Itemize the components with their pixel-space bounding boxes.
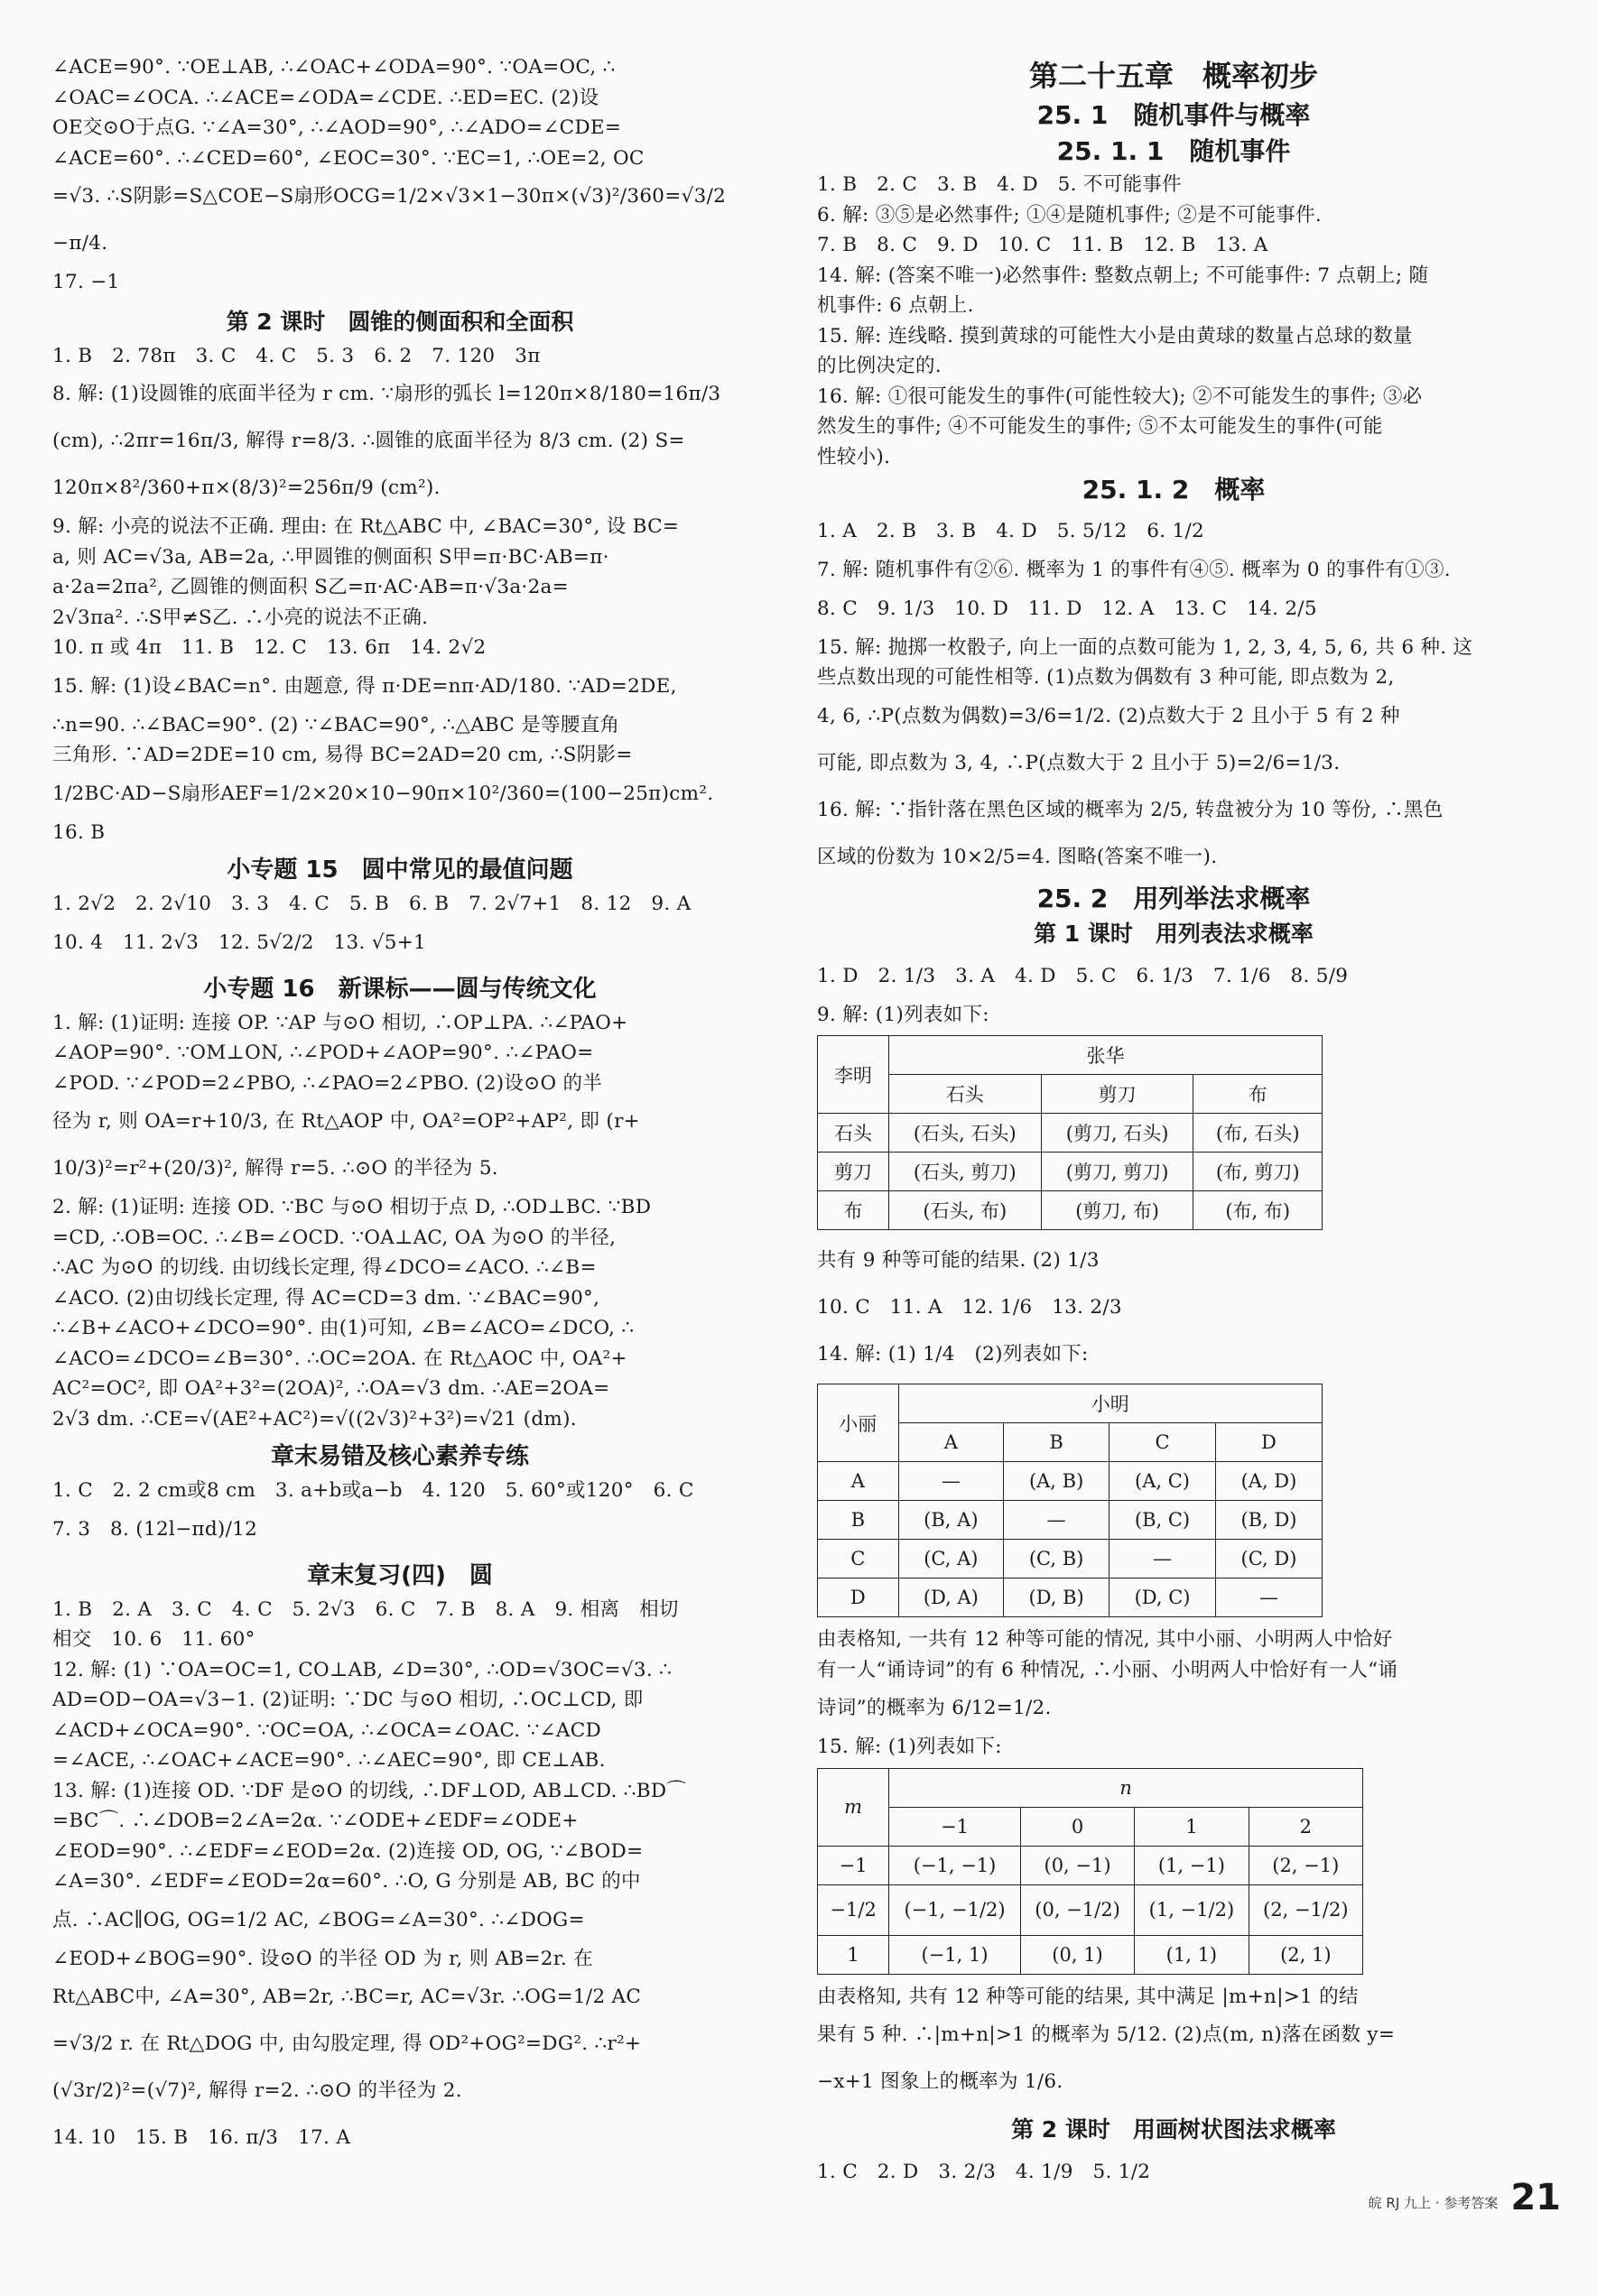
- table-cell: —: [1215, 1578, 1322, 1617]
- text-line: 10. C 11. A 12. 1/6 13. 2/3: [817, 1296, 1122, 1319]
- table-cell: (剪刀, 石头): [1041, 1114, 1193, 1153]
- text-line: 2√3 dm. ∴CE=√(AE²+AC²)=√((2√3)²+3²)=√21 (dm).: [52, 1407, 577, 1430]
- text-line: ∴∠B+∠ACO+∠DCO=90°. 由(1)可知, ∠B=∠ACO=∠DCO, ∴: [52, 1317, 635, 1339]
- table-row-label: 1: [818, 1935, 889, 1974]
- text-line: ∠EOD+∠BOG=90°. 设⊙O 的半径 OD 为 r, 则 AB=2r. 在: [52, 1947, 594, 1970]
- table-cell: (2, −1/2): [1249, 1884, 1362, 1935]
- section-heading: 25. 1. 2 概率: [1082, 475, 1266, 505]
- rock-paper-scissors-table: [817, 1035, 1323, 1230]
- table-header-cell: B: [1004, 1423, 1110, 1462]
- table-header-cell: 张华: [888, 1036, 1322, 1075]
- table-row-label: B: [818, 1501, 899, 1540]
- text-line: 共有 9 种等可能的结果. (2) 1/3: [817, 1249, 1100, 1272]
- table-row: [818, 1501, 1323, 1540]
- text-line: 16. 解: ∵指针落在黑色区域的概率为 2/5, 转盘被分为 10 等份, ∴黑色: [817, 798, 1444, 821]
- page-number: 21: [1510, 2177, 1561, 2218]
- table-cell: (B, A): [898, 1501, 1004, 1540]
- table-row: [818, 1191, 1323, 1230]
- text-line: 17. −1: [52, 271, 120, 293]
- table-row-label: D: [818, 1578, 899, 1617]
- text-line: 14. 10 15. B 16. π/3 17. A: [52, 2126, 351, 2149]
- table-row: [818, 1153, 1323, 1191]
- text-line: ∴n=90. ∴∠BAC=90°. (2) ∵∠BAC=90°, ∴△ABC 是等腰直角: [52, 713, 620, 736]
- text-line: AD=OD−OA=√3−1. (2)证明: ∵DC 与⊙O 相切, ∴OC⊥CD, 即: [52, 1689, 644, 1711]
- table-cell: (A, C): [1110, 1462, 1216, 1501]
- table-cell: (2, 1): [1249, 1935, 1362, 1974]
- text-line: 16. 解: ①很可能发生的事件(可能性较大); ②不可能发生的事件; ③必: [817, 384, 1423, 408]
- text-line: ∠ACE=90°. ∵OE⊥AB, ∴∠OAC+∠ODA=90°. ∵OA=OC, ∴: [52, 56, 616, 79]
- table-row: [818, 1114, 1323, 1153]
- right-column: [817, 52, 1530, 2196]
- text-line: 点. ∴AC∥OG, OG=1/2 AC, ∠BOG=∠A=30°. ∴∠DOG=: [52, 1908, 585, 1931]
- table-cell: (0, 1): [1020, 1935, 1134, 1974]
- table-header-cell: C: [1110, 1423, 1216, 1462]
- text-line: 15. 解: 连线略. 摸到黄球的可能性大小是由黄球的数量占总球的数量: [817, 324, 1413, 347]
- text-line: 相交 10. 6 11. 60°: [52, 1628, 255, 1651]
- table-cell: (1, 1): [1135, 1935, 1249, 1974]
- table-header-cell: 李明: [818, 1036, 889, 1114]
- text-line: 13. 解: (1)连接 OD. ∵DF 是⊙O 的切线, ∴DF⊥OD, AB⊥CD. ∴BD⌒: [52, 1779, 687, 1802]
- text-line: 1. 解: (1)证明: 连接 OP. ∵AP 与⊙O 相切, ∴OP⊥PA. ∴∠PAO+: [52, 1011, 628, 1034]
- section-heading: 章末复习(四) 圆: [307, 1561, 493, 1589]
- text-line: 1. 2√2 2. 2√10 3. 3 4. C 5. B 6. B 7. 2√7+1 8. 12 9. A: [52, 893, 692, 915]
- text-line: −π/4.: [52, 232, 108, 255]
- table-header-cell: D: [1215, 1423, 1322, 1462]
- table-cell: (D, B): [1004, 1578, 1110, 1617]
- table-row: [818, 1935, 1363, 1974]
- text-line: 1/2BC·AD−S扇形AEF=1/2×20×10−90π×10²/360=(100−25π)cm².: [52, 782, 714, 805]
- table-cell: (2, −1): [1249, 1846, 1362, 1884]
- table-row: [818, 1384, 1323, 1423]
- table-row: [818, 1768, 1363, 1807]
- table-row: [818, 1807, 1363, 1846]
- table-cell: (布, 剪刀): [1193, 1153, 1323, 1191]
- text-line: 1. B 2. 78π 3. C 4. C 5. 3 6. 2 7. 120 3π: [52, 344, 541, 367]
- text-line: 1. C 2. D 3. 2/3 4. 1/9 5. 1/2: [817, 2161, 1151, 2183]
- table-cell: (布, 布): [1193, 1191, 1323, 1230]
- text-line: 由表格知, 共有 12 种等可能的结果, 其中满足 |m+n|>1 的结: [817, 1985, 1359, 2008]
- table-cell: (石头, 石头): [888, 1114, 1041, 1153]
- footer-note: 皖 RJ 九上 · 参考答案: [1368, 2195, 1499, 2211]
- table-cell: (C, A): [898, 1540, 1004, 1578]
- text-line: 12. 解: (1) ∵OA=OC=1, CO⊥AB, ∠D=30°, ∴OD=√3OC=√3. ∴: [52, 1658, 673, 1681]
- text-line: 10/3)²=r²+(20/3)², 解得 r=5. ∴⊙O 的半径为 5.: [52, 1157, 498, 1180]
- table-header-cell: A: [898, 1423, 1004, 1462]
- text-line: ∠ACE=60°. ∴∠CED=60°, ∠EOC=30°. ∵EC=1, ∴OE=2, OC: [52, 146, 645, 170]
- text-line: 15. 解: (1)列表如下:: [817, 1736, 1002, 1758]
- text-line: ∠AOP=90°. ∵OM⊥ON, ∴∠POD+∠AOP=90°. ∴∠PAO=: [52, 1042, 594, 1064]
- section-heading: 小专题 15 圆中常见的最值问题: [227, 856, 573, 884]
- table-cell: —: [898, 1462, 1004, 1501]
- table-header-cell: 石头: [888, 1075, 1041, 1114]
- text-line: 径为 r, 则 OA=r+10/3, 在 Rt△AOP 中, OA²=OP²+AP², 即 (r+: [52, 1110, 640, 1133]
- text-line: 1. B 2. A 3. C 4. C 5. 2√3 6. C 7. B 8. A 9. 相离 相切: [52, 1597, 679, 1621]
- text-line: 9. 解: 小亮的说法不正确. 理由: 在 Rt△ABC 中, ∠BAC=30°, 设 BC=: [52, 515, 680, 538]
- text-line: =CD, ∴OB=OC. ∴∠B=∠OCD. ∵OA⊥AC, OA 为⊙O 的半径,: [52, 1226, 617, 1249]
- text-line: 7. B 8. C 9. D 10. C 11. B 12. B 13. A: [817, 234, 1268, 256]
- table-row-label: 石头: [818, 1114, 889, 1153]
- text-line: =BC⌒. ∴∠DOB=2∠A=2α. ∵∠ODE+∠EDF=∠ODE+: [52, 1810, 579, 1832]
- text-line: 2√3πa². ∴S甲≠S乙. ∴小亮的说法不正确.: [52, 606, 429, 629]
- table-header-cell: m: [818, 1768, 889, 1846]
- section-heading: 第 2 课时 圆锥的侧面积和全面积: [226, 308, 574, 335]
- table-header-cell: 2: [1249, 1807, 1362, 1846]
- section-heading: 小专题 16 新课标——圆与传统文化: [203, 975, 597, 1003]
- text-line: ∠POD. ∵∠POD=2∠PBO, ∴∠PAO=2∠PBO. (2)设⊙O 的半: [52, 1071, 603, 1095]
- text-line: 10. π 或 4π 11. B 12. C 13. 6π 14. 2√2: [52, 636, 487, 659]
- table-header-cell: 布: [1193, 1075, 1323, 1114]
- text-line: 7. 解: 随机事件有②⑥. 概率为 1 的事件有④⑤. 概率为 0 的事件有①③.: [817, 559, 1451, 581]
- text-line: ∠ACO=∠DCO=∠B=30°. ∴OC=2OA. 在 Rt△AOC 中, OA²+: [52, 1347, 627, 1370]
- table-row: [818, 1578, 1323, 1617]
- table-row-label: C: [818, 1540, 899, 1578]
- text-line: 诗词”的概率为 6/12=1/2.: [817, 1697, 1052, 1719]
- text-line: a·2a=2πa², 乙圆锥的侧面积 S乙=π·AC·AB=π·√3a·2a=: [52, 576, 569, 598]
- table-row: [818, 1075, 1323, 1114]
- text-line: =√3. ∴S阴影=S△COE−S扇形OCG=1/2×√3×1−30π×(√3)²/360=√3/2: [52, 185, 727, 208]
- table-cell: (−1, −1/2): [889, 1884, 1021, 1935]
- text-line: 机事件: 6 点朝上.: [817, 294, 974, 317]
- text-line: Rt△ABC中, ∠A=30°, AB=2r, ∴BC=r, AC=√3r. ∴OG=1/2 AC: [52, 1986, 642, 2008]
- table-cell: (B, D): [1215, 1501, 1322, 1540]
- table-cell: (石头, 剪刀): [888, 1153, 1041, 1191]
- text-line: (cm), ∴2πr=16π/3, 解得 r=8/3. ∴圆锥的底面半径为 8/3 cm. (2) S=: [52, 430, 685, 452]
- text-line: 性较小).: [817, 445, 891, 468]
- table-cell: (C, D): [1215, 1540, 1322, 1578]
- table-cell: (0, −1): [1020, 1846, 1134, 1884]
- table-row-label: 剪刀: [818, 1153, 889, 1191]
- table-cell: (D, C): [1110, 1578, 1216, 1617]
- text-line: ∠A=30°. ∠EDF=∠EOD=2α=60°. ∴O, G 分别是 AB, BC 的中: [52, 1870, 641, 1893]
- table-cell: (剪刀, 布): [1041, 1191, 1193, 1230]
- section-heading: 25. 1. 1 随机事件: [1056, 136, 1291, 166]
- table-cell: (C, B): [1004, 1540, 1110, 1578]
- table-row: [818, 1036, 1323, 1075]
- table-cell: (0, −1/2): [1020, 1884, 1134, 1935]
- text-line: 9. 解: (1)列表如下:: [817, 1003, 989, 1026]
- text-line: 8. C 9. 1/3 10. D 11. D 12. A 13. C 14. 2/5: [817, 597, 1317, 620]
- section-heading: 25. 2 用列举法求概率: [1036, 883, 1311, 913]
- chapter-title: 第二十五章 概率初步: [1028, 59, 1318, 93]
- text-line: 15. 解: 抛掷一枚骰子, 向上一面的点数可能为 1, 2, 3, 4, 5, 6, 共 6 种. 这: [817, 635, 1473, 659]
- text-line: AC²=OC², 即 OA²+3²=(2OA)², ∴OA=√3 dm. ∴AE=2OA=: [52, 1377, 610, 1400]
- table-cell: (A, B): [1004, 1462, 1110, 1501]
- text-line: 由表格知, 一共有 12 种等可能的情况, 其中小丽、小明两人中恰好: [817, 1628, 1393, 1651]
- recitation-table: [817, 1384, 1323, 1617]
- text-line: ∠ACO. (2)由切线长定理, 得 AC=CD=3 dm. ∵∠BAC=90°,: [52, 1286, 600, 1310]
- table-cell: (石头, 布): [888, 1191, 1041, 1230]
- table-row: [818, 1846, 1363, 1884]
- text-line: a, 则 AC=√3a, AB=2a, ∴甲圆锥的侧面积 S甲=π·BC·AB=π·: [52, 545, 609, 569]
- text-line: 果有 5 种. ∴|m+n|>1 的概率为 5/12. (2)点(m, n)落在函数 y=: [817, 2023, 1396, 2046]
- text-line: 区域的份数为 10×2/5=4. 图略(答案不唯一).: [817, 845, 1218, 868]
- text-line: ∴AC 为⊙O 的切线. 由切线长定理, 得∠DCO=∠ACO. ∴∠B=: [52, 1256, 597, 1279]
- table-cell: (1, −1/2): [1135, 1884, 1249, 1935]
- table-cell: (剪刀, 剪刀): [1041, 1153, 1193, 1191]
- section-heading: 第 1 课时 用列表法求概率: [1034, 920, 1314, 947]
- text-line: 有一人“诵诗词”的有 6 种情况, ∴小丽、小明两人中恰好有一人“诵: [817, 1658, 1398, 1681]
- text-line: ∠ACD+∠OCA=90°. ∵OC=OA, ∴∠OCA=∠OAC. ∵∠ACD: [52, 1718, 601, 1742]
- text-line: −x+1 图象上的概率为 1/6.: [817, 2070, 1063, 2093]
- text-line: 1. A 2. B 3. B 4. D 5. 5/12 6. 1/2: [817, 520, 1205, 542]
- text-line: 的比例决定的.: [817, 355, 942, 377]
- text-line: =√3/2 r. 在 Rt△DOG 中, 由勾股定理, 得 OD²+OG²=DG². ∴r²+: [52, 2032, 642, 2055]
- mn-pairs-table: [817, 1768, 1363, 1975]
- text-line: 2. 解: (1)证明: 连接 OD. ∵BC 与⊙O 相切于点 D, ∴OD⊥BC. ∵BD: [52, 1196, 652, 1218]
- table-cell: —: [1110, 1540, 1216, 1578]
- text-line: 8. 解: (1)设圆锥的底面半径为 r cm. ∵扇形的弧长 l=120π×8/180=16π/3: [52, 383, 721, 405]
- table-cell: (布, 石头): [1193, 1114, 1323, 1153]
- table-header-cell: −1: [889, 1807, 1021, 1846]
- text-line: 16. B: [52, 820, 106, 844]
- text-line: 1. C 2. 2 cm或8 cm 3. a+b或a−b 4. 120 5. 60°或120° 6. C: [52, 1479, 694, 1502]
- text-line: 6. 解: ③⑤是必然事件; ①④是随机事件; ②是不可能事件.: [817, 203, 1323, 227]
- table-header-cell: 剪刀: [1041, 1075, 1193, 1114]
- text-line: 14. 解: (1) 1/4 (2)列表如下:: [817, 1343, 1089, 1366]
- table-header-cell: 0: [1020, 1807, 1134, 1846]
- text-line: 4, 6, ∴P(点数为偶数)=3/6=1/2. (2)点数大于 2 且小于 5 有 2 种: [817, 704, 1400, 727]
- table-row-label: A: [818, 1462, 899, 1501]
- table-cell: (−1, −1): [889, 1846, 1021, 1884]
- table-cell: (A, D): [1215, 1462, 1322, 1501]
- table-row-label: −1: [818, 1846, 889, 1884]
- text-line: 15. 解: (1)设∠BAC=n°. 由题意, 得 π·DE=nπ·AD/180. ∵AD=2DE,: [52, 674, 677, 698]
- text-line: OE交⊙O于点G. ∵∠A=30°, ∴∠AOD=90°, ∴∠ADO=∠CDE=: [52, 116, 622, 139]
- table-row: [818, 1540, 1323, 1578]
- text-line: 14. 解: (答案不唯一)必然事件: 整数点朝上; 不可能事件: 7 点朝上; 随: [817, 264, 1429, 287]
- table-cell: (1, −1): [1135, 1846, 1249, 1884]
- table-cell: —: [1004, 1501, 1110, 1540]
- text-line: 7. 3 8. (12l−πd)/12: [52, 1517, 258, 1541]
- text-line: =∠ACE, ∴∠OAC+∠ACE=90°. ∴∠AEC=90°, 即 CE⊥AB.: [52, 1749, 606, 1772]
- table-header-cell: n: [889, 1768, 1363, 1807]
- section-heading: 章末易错及核心素养专练: [270, 1443, 529, 1470]
- table-row-label: 布: [818, 1191, 889, 1230]
- text-line: 1. D 2. 1/3 3. A 4. D 5. C 6. 1/3 7. 1/6 8. 5/9: [817, 964, 1349, 987]
- text-line: 1. B 2. C 3. B 4. D 5. 不可能事件: [817, 173, 1182, 196]
- text-line: 三角形. ∵AD=2DE=10 cm, 易得 BC=2AD=20 cm, ∴S阴影=: [52, 744, 633, 766]
- page-footer: [1369, 2178, 1561, 2217]
- text-line: (√3r/2)²=(√7)², 解得 r=2. ∴⊙O 的半径为 2.: [52, 2079, 462, 2102]
- table-row-label: −1/2: [818, 1884, 889, 1935]
- text-line: 10. 4 11. 2√3 12. 5√2/2 13. √5+1: [52, 930, 426, 954]
- section-heading: 第 2 课时 用画树状图法求概率: [1011, 2116, 1336, 2143]
- table-header-cell: 1: [1135, 1807, 1249, 1846]
- table-row: [818, 1462, 1323, 1501]
- table-cell: (−1, 1): [889, 1935, 1021, 1974]
- table-header-cell: 小明: [898, 1384, 1322, 1423]
- text-line: 些点数出现的可能性相等. (1)点数为偶数有 3 种可能, 即点数为 2,: [817, 666, 1395, 689]
- table-cell: (B, C): [1110, 1501, 1216, 1540]
- text-line: ∠EOD=90°. ∴∠EDF=∠EOD=2α. (2)连接 OD, OG, ∵∠BOD=: [52, 1839, 644, 1863]
- text-line: ∠OAC=∠OCA. ∴∠ACE=∠ODA=∠CDE. ∴ED=EC. (2)设: [52, 86, 599, 109]
- table-cell: (D, A): [898, 1578, 1004, 1617]
- table-row: [818, 1884, 1363, 1935]
- text-line: 然发生的事件; ④不可能发生的事件; ⑤不太可能发生的事件(可能: [817, 415, 1383, 438]
- text-line: 120π×8²/360+π×(8/3)²=256π/9 (cm²).: [52, 477, 441, 499]
- section-heading: 25. 1 随机事件与概率: [1036, 100, 1311, 130]
- text-line: 可能, 即点数为 3, 4, ∴P(点数大于 2 且小于 5)=2/6=1/3.: [817, 751, 1341, 774]
- table-header-cell: 小丽: [818, 1384, 899, 1462]
- left-column: [52, 52, 747, 2162]
